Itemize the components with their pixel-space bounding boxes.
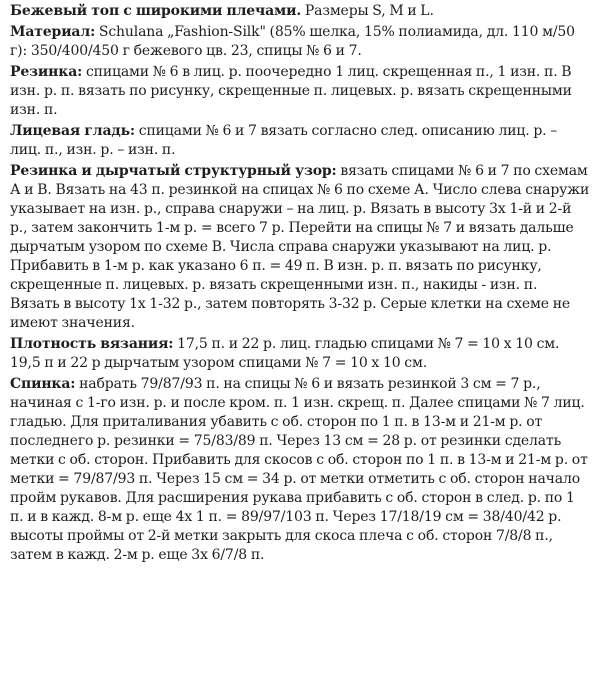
title-heading: Бежевый топ с широкими плечами. bbox=[10, 3, 302, 19]
gauge-text: 17,5 п. и 22 р. лиц. гладью спицами № 7 = 10 х 10 см. 19,5 п и 22 р дырчатым узором спицами № 7 = 10 х 10 см. bbox=[10, 336, 560, 371]
lace-pattern-heading: Резинка и дырчатый структурный узор: bbox=[10, 163, 337, 179]
material-paragraph bbox=[10, 23, 590, 61]
back-text: набрать 79/87/93 п. на спицы № 6 и вязать резинкой 3 см = 7 р., начиная с 1-го изн. р. и после кром. п. 1 изн. скрещ. п. Далее спицами № 7 лиц. гладью. Для приталивания убавить с об. сторон по 1 п. в 13-м и 21-м р. от последнего р. резинки = 75/83/89 п. Через 13 см = 28 р. от резинки сделать метки с об. сторон. Прибавить для скосов с об. сторон по 1 п. в 13-м и 21-м р. от метки = 79/87/93 п. Через 15 см = 34 р. от метки отметить с об. сторон начало пройм рукавов. Для расширения рукава прибавить с об. сторон в след. р. по 1 п. и в кажд. 8-м р. еще 4х 1 п. = 89/97/103 п. Через 17/18/19 см = 38/40/42 р. высоты проймы от 2-й метки закрыть для скоса плеча с об. сторон 7/8/8 п., затем в кажд. 2-м р. еще 3х 6/7/8 п. bbox=[10, 376, 588, 563]
back-paragraph bbox=[10, 375, 590, 565]
lace-pattern-paragraph bbox=[10, 162, 590, 333]
gauge-heading: Плотность вязания: bbox=[10, 336, 174, 352]
back-heading: Спинка: bbox=[10, 376, 76, 392]
ribbing-heading: Резинка: bbox=[10, 64, 83, 80]
gauge-paragraph bbox=[10, 335, 590, 373]
title-paragraph bbox=[10, 2, 590, 21]
sizes-text: Размеры S, M и L. bbox=[301, 3, 434, 19]
material-heading: Материал: bbox=[10, 24, 96, 40]
ribbing-paragraph bbox=[10, 63, 590, 120]
stockinette-paragraph bbox=[10, 122, 590, 160]
stockinette-heading: Лицевая гладь: bbox=[10, 123, 135, 139]
ribbing-text: спицами № 6 в лиц. р. поочередно 1 лиц. скрещенная п., 1 изн. п. В изн. р. п. вязать по рисунку, скрещенные п. лицевых. р. вязать скрещенными изн. п. bbox=[10, 64, 572, 118]
material-text: Schulana „Fashion-Silk" (85% шелка, 15% полиамида, дл. 110 м/50 г): 350/400/450 г бежевого цв. 23, спицы № 6 и 7. bbox=[10, 24, 575, 59]
stockinette-text: спицами № 6 и 7 вязать согласно след. описанию лиц. р. – лиц. п., изн. р. – изн. п. bbox=[10, 123, 558, 158]
lace-pattern-text: вязать спицами № 6 и 7 по схемам А и В. Вязать на 43 п. резинкой на спицах № 6 по схеме А. Число слева снаружи указывает на изн. р., справа снаружи – на лиц. р. Вязать в высоту 3х 1-й и 2-й р., затем закончить 1-м р. = всего 7 р. Перейти на спицы № 7 и вязать дальше дырчатым узором по схеме В. Числа справа снаружи указывают на лиц. р. Прибавить в 1-м р. как указано 6 п. = 49 п. В изн. р. п. вязать по рисунку, скрещенные п. лицевых. р. вязать скрещенными изн. п., накиды - изн. п. Вязать в высоту 1х 1-32 р., затем повторять 3-32 р. Серые клетки на схеме не имеют значения. bbox=[10, 163, 590, 331]
